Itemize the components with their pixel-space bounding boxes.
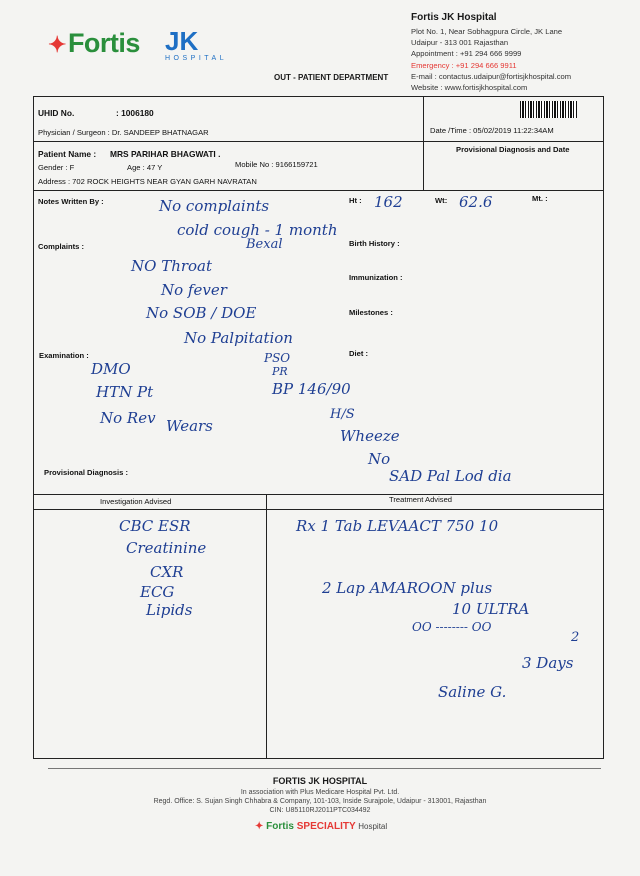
birth-history-label: Birth History :: [349, 239, 400, 248]
hw-exam: DMO: [91, 360, 131, 378]
hospital-name: Fortis JK Hospital: [411, 12, 497, 23]
hw-ht: 162: [374, 193, 403, 211]
hw-exam: No Rev: [100, 409, 156, 427]
wt-label: Wt:: [435, 196, 448, 205]
hw-exam: No: [368, 450, 391, 468]
hw-investigation: CBC ESR: [119, 517, 191, 535]
immunization-label: Immunization :: [349, 273, 403, 282]
hw-exam: BP 146/90: [272, 380, 351, 398]
footer-logo-fortis: Fortis: [266, 821, 294, 832]
diet-label: Diet :: [349, 349, 368, 358]
barcode: [520, 101, 577, 118]
hw-exam: HTN Pt: [96, 383, 154, 401]
hw-exam: Wears: [166, 417, 213, 435]
treatment-label: Treatment Advised: [389, 495, 453, 504]
website: Website : www.fortisjkhospital.com: [411, 83, 528, 93]
provisional-diagnosis-label: Provisional Diagnosis :: [44, 468, 128, 477]
footer-logo-speciality: SPECIALITY: [296, 821, 356, 832]
hw-treatment: 2: [571, 630, 580, 645]
hw-exam: PSO: [264, 351, 291, 365]
hw-exam: H/S: [330, 407, 355, 422]
patient-name: MRS PARIHAR BHAGWATI .: [110, 149, 221, 159]
gender: Gender : F: [38, 163, 75, 172]
hw-treatment: Rx 1 Tab LEVAACT 750 10: [296, 517, 499, 535]
hw-complaint: No fever: [161, 281, 227, 299]
footer-line: In association with Plus Medicare Hospital Pvt. Ltd.: [240, 789, 400, 796]
email: E-mail : contactus.udaipur@fortisjkhospital.com: [411, 71, 572, 81]
hw-investigation: ECG: [140, 583, 175, 601]
hw-treatment: OO -------- OO: [412, 620, 492, 634]
hw-treatment: 10 ULTRA: [452, 600, 530, 618]
fortis-mark-icon: ✦: [255, 821, 264, 832]
footer-logo-hospital: Hospital: [358, 822, 388, 831]
hw-complaint: NO Throat: [131, 257, 213, 275]
fortis-mark-icon: ✦: [48, 32, 66, 57]
hw-complaint: No Palpitation: [184, 329, 293, 347]
hw-complaint: No complaints: [159, 197, 270, 215]
hospital-address: [411, 26, 571, 93]
ht-label: Ht :: [349, 196, 362, 205]
investigation-label: Investigation Advised: [100, 497, 172, 506]
address-line: Udaipur - 313 001 Rajasthan: [411, 38, 509, 48]
hw-complaint: No SOB / DOE: [146, 304, 257, 322]
physician: Physician / Surgeon : Dr. SANDEEP BHATNAGAR: [38, 128, 209, 137]
footer-title: FORTIS JK HOSPITAL: [272, 776, 368, 786]
hw-exam: PR: [272, 365, 288, 378]
hw-investigation: Lipids: [146, 601, 193, 619]
uhid-value: : 1006180: [116, 108, 154, 118]
mobile: Mobile No : 9166159721: [235, 160, 318, 169]
form-frame: [33, 96, 604, 759]
footer-logo: [255, 821, 387, 832]
footer-line: CIN: U85110RJ2011PTC034492: [269, 807, 371, 814]
patient-name-label: Patient Name :: [38, 149, 97, 159]
emergency-number: Emergency : +91 294 666 9911: [411, 60, 517, 70]
age: Age : 47 Y: [127, 163, 163, 172]
department-title: OUT - PATIENT DEPARTMENT: [274, 73, 389, 82]
hw-wt: 62.6: [459, 193, 493, 211]
fortis-logo-text: Fortis: [67, 28, 140, 58]
address-line: Plot No. 1, Near Sobhagpura Circle, JK Lane: [411, 27, 563, 36]
hw-investigation: Creatinine: [126, 539, 207, 557]
hw-exam: Wheeze: [340, 427, 400, 445]
hw-complaint: cold cough - 1 month: [177, 221, 338, 239]
hw-complaint: Bexal: [246, 237, 283, 252]
hw-treatment: 3 Days: [522, 654, 574, 672]
jk-logo-sub: HOSPITAL: [165, 55, 228, 62]
mt-label: Mt. :: [532, 194, 548, 203]
provisional-diagnosis-header: Provisional Diagnosis and Date: [456, 145, 570, 154]
address: Address : 702 ROCK HEIGHTS NEAR GYAN GARH NAVRATAN: [38, 177, 257, 186]
hw-treatment: Saline G.: [438, 683, 507, 701]
fortis-logo: [48, 28, 140, 59]
notes-label: Notes Written By :: [38, 197, 104, 206]
footer-line: Regd. Office: S. Sujan Singh Chhabra & Company, 101-103, Inside Surajpole, Udaipur - 313001, Rajasthan: [153, 798, 487, 805]
uhid-label: UHID No.: [38, 108, 75, 118]
complaints-label: Complaints :: [38, 242, 84, 251]
hw-exam: SAD Pal Lod dia: [389, 467, 512, 485]
date-time: Date /Time : 05/02/2019 11:22:34AM: [430, 126, 554, 135]
hw-investigation: CXR: [150, 563, 184, 581]
jk-logo: JK: [165, 26, 199, 56]
milestones-label: Milestones :: [349, 308, 393, 317]
examination-label: Examination :: [39, 351, 89, 360]
hw-treatment: 2 Lap AMAROON plus: [322, 579, 493, 597]
address-line: Appointment : +91 294 666 9999: [411, 49, 522, 59]
footer-divider: [48, 768, 601, 769]
